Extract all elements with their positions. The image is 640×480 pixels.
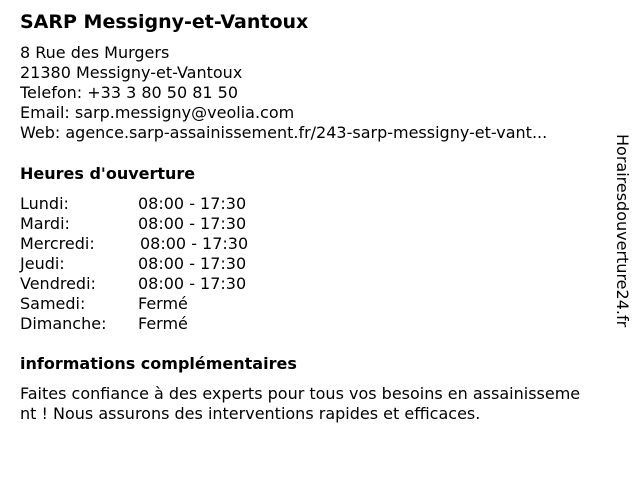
hours-row-saturday: [20, 294, 320, 314]
hours-row-thursday: [20, 254, 320, 274]
email-address: Email: sarp.messigny@veolia.com: [20, 103, 295, 122]
hours-time: Fermé: [138, 314, 188, 333]
hours-day: Samedi:: [20, 294, 86, 313]
website-url: Web: agence.sarp-assainissement.fr/243-sarp-messigny-et-vant...: [20, 123, 548, 142]
opening-hours-heading: Heures d'ouverture: [20, 164, 196, 183]
hours-day: Mardi:: [20, 214, 70, 233]
hours-time: 08:00 - 17:30: [138, 194, 247, 213]
opening-hours-table: [20, 194, 320, 334]
hours-day: Lundi:: [20, 194, 69, 213]
hours-time: 08:00 - 17:30: [138, 274, 247, 293]
address-line2: 21380 Messigny-et-Vantoux: [20, 63, 243, 82]
address-line1: 8 Rue des Murgers: [20, 43, 170, 62]
hours-row-wednesday: [20, 234, 320, 254]
business-name: SARP Messigny-et-Vantoux: [20, 11, 309, 33]
hours-day: Dimanche:: [20, 314, 107, 333]
hours-row-monday: [20, 194, 320, 214]
phone-number: Telefon: +33 3 80 50 81 50: [20, 83, 239, 102]
hours-time: 08:00 - 17:30: [138, 254, 247, 273]
hours-row-tuesday: [20, 214, 320, 234]
hours-row-friday: [20, 274, 320, 294]
hours-day: Mercredi:: [20, 234, 95, 253]
hours-day: Vendredi:: [20, 274, 96, 293]
additional-info-text: Faites confiance à des experts pour tous vos besoins en assainisseme nt ! Nous assurons des interventions rapides et efficaces.: [20, 384, 581, 423]
hours-time: 08:00 - 17:30: [138, 214, 247, 233]
hours-day: Jeudi:: [20, 254, 65, 273]
watermark-text: Horairesdouverture24.fr: [613, 134, 632, 328]
hours-time: Fermé: [138, 294, 188, 313]
hours-time: 08:00 - 17:30: [140, 234, 249, 253]
contact-info: [20, 43, 547, 143]
hours-row-sunday: [20, 314, 320, 334]
additional-info-heading: informations complémentaires: [20, 354, 297, 373]
